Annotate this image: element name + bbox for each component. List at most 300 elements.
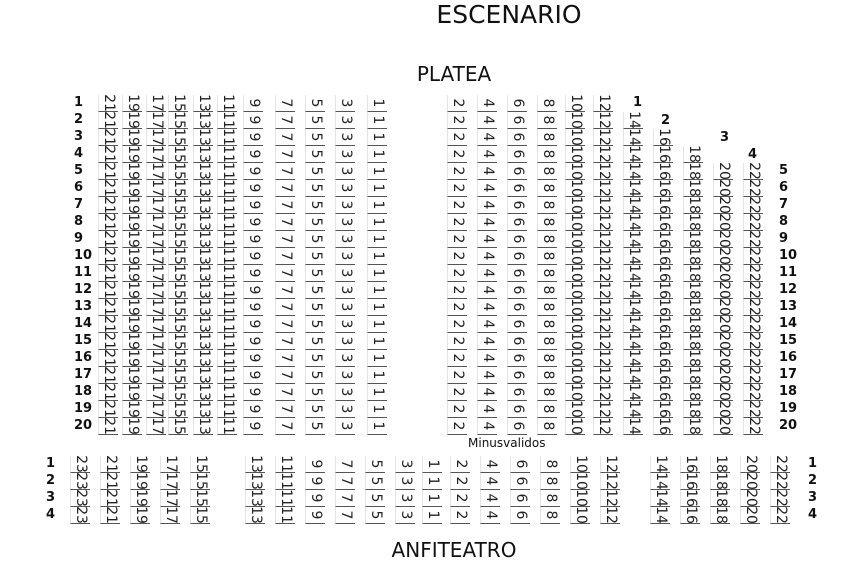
- seat[interactable]: [565, 265, 585, 282]
- seat[interactable]: [713, 401, 733, 418]
- seat[interactable]: [243, 316, 263, 333]
- seat[interactable]: [600, 507, 620, 524]
- seat[interactable]: [683, 282, 703, 299]
- seat[interactable]: [305, 112, 325, 129]
- seat[interactable]: [168, 248, 188, 265]
- seat[interactable]: [477, 367, 497, 384]
- seat[interactable]: [98, 231, 118, 248]
- seat[interactable]: [98, 333, 118, 350]
- seat[interactable]: [683, 146, 703, 163]
- seat[interactable]: [477, 282, 497, 299]
- seat[interactable]: [683, 197, 703, 214]
- seat[interactable]: [740, 473, 760, 490]
- seat[interactable]: [146, 231, 166, 248]
- seat[interactable]: [146, 95, 166, 112]
- seat[interactable]: [565, 367, 585, 384]
- seat[interactable]: [713, 248, 733, 265]
- seat[interactable]: [680, 507, 700, 524]
- seat[interactable]: [683, 401, 703, 418]
- seat[interactable]: [507, 282, 527, 299]
- seat[interactable]: [477, 401, 497, 418]
- seat[interactable]: [710, 507, 730, 524]
- seat[interactable]: [98, 129, 118, 146]
- seat[interactable]: [713, 163, 733, 180]
- seat[interactable]: [422, 456, 442, 473]
- seat[interactable]: [395, 473, 415, 490]
- seat[interactable]: [122, 418, 142, 435]
- seat[interactable]: [537, 401, 557, 418]
- seat[interactable]: [537, 129, 557, 146]
- seat[interactable]: [623, 316, 643, 333]
- seat[interactable]: [623, 367, 643, 384]
- seat[interactable]: [168, 282, 188, 299]
- seat[interactable]: [683, 333, 703, 350]
- seat[interactable]: [713, 265, 733, 282]
- seat[interactable]: [146, 180, 166, 197]
- seat[interactable]: [335, 316, 355, 333]
- seat[interactable]: [275, 384, 295, 401]
- seat[interactable]: [507, 163, 527, 180]
- seat[interactable]: [507, 401, 527, 418]
- seat[interactable]: [450, 490, 470, 507]
- seat[interactable]: [450, 473, 470, 490]
- seat[interactable]: [305, 367, 325, 384]
- seat[interactable]: [275, 214, 295, 231]
- seat[interactable]: [168, 95, 188, 112]
- seat[interactable]: [130, 490, 150, 507]
- seat[interactable]: [477, 299, 497, 316]
- seat[interactable]: [593, 265, 613, 282]
- seat[interactable]: [623, 129, 643, 146]
- seat[interactable]: [168, 367, 188, 384]
- seat[interactable]: [537, 316, 557, 333]
- seat[interactable]: [653, 333, 673, 350]
- seat[interactable]: [335, 401, 355, 418]
- seat[interactable]: [593, 163, 613, 180]
- seat[interactable]: [710, 456, 730, 473]
- seat[interactable]: [447, 299, 467, 316]
- seat[interactable]: [713, 367, 733, 384]
- seat[interactable]: [477, 333, 497, 350]
- seat[interactable]: [122, 384, 142, 401]
- seat[interactable]: [600, 473, 620, 490]
- seat[interactable]: [507, 95, 527, 112]
- seat[interactable]: [367, 299, 387, 316]
- seat[interactable]: [653, 350, 673, 367]
- seat[interactable]: [537, 384, 557, 401]
- seat[interactable]: [335, 265, 355, 282]
- seat[interactable]: [275, 350, 295, 367]
- seat[interactable]: [217, 163, 237, 180]
- seat[interactable]: [653, 265, 673, 282]
- seat[interactable]: [122, 333, 142, 350]
- seat[interactable]: [447, 265, 467, 282]
- seat[interactable]: [447, 95, 467, 112]
- seat[interactable]: [100, 456, 120, 473]
- seat[interactable]: [305, 231, 325, 248]
- seat[interactable]: [593, 418, 613, 435]
- seat[interactable]: [593, 95, 613, 112]
- seat[interactable]: [680, 473, 700, 490]
- seat[interactable]: [565, 197, 585, 214]
- seat[interactable]: [367, 316, 387, 333]
- seat[interactable]: [168, 146, 188, 163]
- seat[interactable]: [146, 384, 166, 401]
- seat[interactable]: [70, 490, 90, 507]
- seat[interactable]: [217, 401, 237, 418]
- seat[interactable]: [367, 248, 387, 265]
- seat[interactable]: [623, 163, 643, 180]
- seat[interactable]: [305, 456, 325, 473]
- seat[interactable]: [367, 95, 387, 112]
- seat[interactable]: [217, 197, 237, 214]
- seat[interactable]: [770, 507, 790, 524]
- seat[interactable]: [593, 214, 613, 231]
- seat[interactable]: [367, 112, 387, 129]
- seat[interactable]: [217, 333, 237, 350]
- seat[interactable]: [193, 197, 213, 214]
- seat[interactable]: [653, 299, 673, 316]
- seat[interactable]: [305, 490, 325, 507]
- seat[interactable]: [510, 490, 530, 507]
- seat[interactable]: [565, 248, 585, 265]
- seat[interactable]: [98, 350, 118, 367]
- seat[interactable]: [565, 299, 585, 316]
- seat[interactable]: [146, 299, 166, 316]
- seat[interactable]: [243, 146, 263, 163]
- seat[interactable]: [650, 456, 670, 473]
- seat[interactable]: [243, 418, 263, 435]
- seat[interactable]: [122, 350, 142, 367]
- seat[interactable]: [98, 214, 118, 231]
- seat[interactable]: [100, 507, 120, 524]
- seat[interactable]: [593, 299, 613, 316]
- seat[interactable]: [537, 248, 557, 265]
- seat[interactable]: [217, 316, 237, 333]
- seat[interactable]: [653, 146, 673, 163]
- seat[interactable]: [335, 367, 355, 384]
- seat[interactable]: [477, 350, 497, 367]
- seat[interactable]: [710, 490, 730, 507]
- seat[interactable]: [770, 456, 790, 473]
- seat[interactable]: [305, 350, 325, 367]
- seat[interactable]: [193, 299, 213, 316]
- seat[interactable]: [275, 265, 295, 282]
- seat[interactable]: [98, 265, 118, 282]
- seat[interactable]: [447, 180, 467, 197]
- seat[interactable]: [217, 180, 237, 197]
- seat[interactable]: [477, 163, 497, 180]
- seat[interactable]: [168, 401, 188, 418]
- seat[interactable]: [683, 265, 703, 282]
- seat[interactable]: [217, 112, 237, 129]
- seat[interactable]: [335, 299, 355, 316]
- seat[interactable]: [743, 197, 763, 214]
- seat[interactable]: [683, 163, 703, 180]
- seat[interactable]: [70, 507, 90, 524]
- seat[interactable]: [540, 473, 560, 490]
- seat[interactable]: [243, 180, 263, 197]
- seat[interactable]: [245, 507, 265, 524]
- seat[interactable]: [305, 282, 325, 299]
- seat[interactable]: [146, 197, 166, 214]
- seat[interactable]: [743, 248, 763, 265]
- seat[interactable]: [593, 112, 613, 129]
- seat[interactable]: [593, 401, 613, 418]
- seat[interactable]: [653, 384, 673, 401]
- seat[interactable]: [193, 282, 213, 299]
- seat[interactable]: [477, 197, 497, 214]
- seat[interactable]: [275, 197, 295, 214]
- seat[interactable]: [510, 456, 530, 473]
- seat[interactable]: [447, 214, 467, 231]
- seat[interactable]: [713, 299, 733, 316]
- seat[interactable]: [275, 473, 295, 490]
- seat[interactable]: [623, 333, 643, 350]
- seat[interactable]: [217, 95, 237, 112]
- seat[interactable]: [740, 490, 760, 507]
- seat[interactable]: [450, 456, 470, 473]
- seat[interactable]: [193, 95, 213, 112]
- seat[interactable]: [447, 163, 467, 180]
- seat[interactable]: [447, 129, 467, 146]
- seat[interactable]: [190, 507, 210, 524]
- seat[interactable]: [477, 95, 497, 112]
- seat[interactable]: [305, 214, 325, 231]
- seat[interactable]: [335, 163, 355, 180]
- seat[interactable]: [367, 214, 387, 231]
- seat[interactable]: [447, 384, 467, 401]
- seat[interactable]: [650, 490, 670, 507]
- seat[interactable]: [593, 350, 613, 367]
- seat[interactable]: [243, 112, 263, 129]
- seat[interactable]: [98, 401, 118, 418]
- seat[interactable]: [507, 333, 527, 350]
- seat[interactable]: [477, 248, 497, 265]
- seat[interactable]: [653, 214, 673, 231]
- seat[interactable]: [275, 316, 295, 333]
- seat[interactable]: [335, 418, 355, 435]
- seat[interactable]: [367, 401, 387, 418]
- seat[interactable]: [537, 350, 557, 367]
- seat[interactable]: [713, 316, 733, 333]
- seat[interactable]: [537, 265, 557, 282]
- seat[interactable]: [168, 180, 188, 197]
- seat[interactable]: [146, 248, 166, 265]
- seat[interactable]: [367, 129, 387, 146]
- seat[interactable]: [168, 197, 188, 214]
- seat[interactable]: [146, 214, 166, 231]
- seat[interactable]: [743, 367, 763, 384]
- seat[interactable]: [193, 129, 213, 146]
- seat[interactable]: [367, 418, 387, 435]
- seat[interactable]: [537, 333, 557, 350]
- seat[interactable]: [305, 384, 325, 401]
- seat[interactable]: [623, 248, 643, 265]
- seat[interactable]: [98, 299, 118, 316]
- seat[interactable]: [507, 248, 527, 265]
- seat[interactable]: [217, 265, 237, 282]
- seat[interactable]: [130, 473, 150, 490]
- seat[interactable]: [243, 333, 263, 350]
- seat[interactable]: [713, 384, 733, 401]
- seat[interactable]: [275, 333, 295, 350]
- seat[interactable]: [243, 163, 263, 180]
- seat[interactable]: [593, 231, 613, 248]
- seat[interactable]: [537, 197, 557, 214]
- seat[interactable]: [447, 112, 467, 129]
- seat[interactable]: [565, 316, 585, 333]
- seat[interactable]: [243, 231, 263, 248]
- seat[interactable]: [650, 507, 670, 524]
- seat[interactable]: [70, 473, 90, 490]
- seat[interactable]: [653, 282, 673, 299]
- seat[interactable]: [480, 473, 500, 490]
- seat[interactable]: [510, 507, 530, 524]
- seat[interactable]: [683, 350, 703, 367]
- seat[interactable]: [245, 490, 265, 507]
- seat[interactable]: [217, 129, 237, 146]
- seat[interactable]: [623, 282, 643, 299]
- seat[interactable]: [365, 507, 385, 524]
- seat[interactable]: [243, 265, 263, 282]
- seat[interactable]: [217, 384, 237, 401]
- seat[interactable]: [365, 473, 385, 490]
- seat[interactable]: [683, 231, 703, 248]
- seat[interactable]: [335, 333, 355, 350]
- seat[interactable]: [623, 112, 643, 129]
- seat[interactable]: [243, 367, 263, 384]
- seat[interactable]: [565, 180, 585, 197]
- seat[interactable]: [653, 180, 673, 197]
- seat[interactable]: [335, 197, 355, 214]
- seat[interactable]: [395, 507, 415, 524]
- seat[interactable]: [743, 265, 763, 282]
- seat[interactable]: [245, 456, 265, 473]
- seat[interactable]: [743, 282, 763, 299]
- seat[interactable]: [335, 282, 355, 299]
- seat[interactable]: [168, 333, 188, 350]
- seat[interactable]: [565, 214, 585, 231]
- seat[interactable]: [168, 316, 188, 333]
- seat[interactable]: [335, 384, 355, 401]
- seat[interactable]: [193, 401, 213, 418]
- seat[interactable]: [623, 197, 643, 214]
- seat[interactable]: [593, 316, 613, 333]
- seat[interactable]: [146, 418, 166, 435]
- seat[interactable]: [275, 163, 295, 180]
- seat[interactable]: [570, 490, 590, 507]
- seat[interactable]: [477, 265, 497, 282]
- seat[interactable]: [422, 490, 442, 507]
- seat[interactable]: [507, 367, 527, 384]
- seat[interactable]: [683, 299, 703, 316]
- seat[interactable]: [335, 456, 355, 473]
- seat[interactable]: [743, 401, 763, 418]
- seat[interactable]: [477, 112, 497, 129]
- seat[interactable]: [168, 231, 188, 248]
- seat[interactable]: [217, 418, 237, 435]
- seat[interactable]: [335, 95, 355, 112]
- seat[interactable]: [122, 401, 142, 418]
- seat[interactable]: [680, 490, 700, 507]
- seat[interactable]: [537, 231, 557, 248]
- seat[interactable]: [275, 418, 295, 435]
- seat[interactable]: [507, 231, 527, 248]
- seat[interactable]: [537, 146, 557, 163]
- seat[interactable]: [447, 418, 467, 435]
- seat[interactable]: [367, 384, 387, 401]
- seat[interactable]: [193, 214, 213, 231]
- seat[interactable]: [335, 507, 355, 524]
- seat[interactable]: [243, 214, 263, 231]
- seat[interactable]: [275, 146, 295, 163]
- seat[interactable]: [335, 231, 355, 248]
- seat[interactable]: [190, 490, 210, 507]
- seat[interactable]: [305, 95, 325, 112]
- seat[interactable]: [593, 146, 613, 163]
- seat[interactable]: [305, 316, 325, 333]
- seat[interactable]: [335, 350, 355, 367]
- seat[interactable]: [122, 197, 142, 214]
- seat[interactable]: [122, 95, 142, 112]
- seat[interactable]: [743, 231, 763, 248]
- seat[interactable]: [122, 367, 142, 384]
- seat[interactable]: [653, 248, 673, 265]
- seat[interactable]: [565, 333, 585, 350]
- seat[interactable]: [243, 248, 263, 265]
- seat[interactable]: [193, 316, 213, 333]
- seat[interactable]: [570, 456, 590, 473]
- seat[interactable]: [565, 95, 585, 112]
- seat[interactable]: [122, 112, 142, 129]
- seat[interactable]: [335, 248, 355, 265]
- seat[interactable]: [653, 418, 673, 435]
- seat[interactable]: [537, 163, 557, 180]
- seat[interactable]: [365, 490, 385, 507]
- seat[interactable]: [130, 507, 150, 524]
- seat[interactable]: [537, 180, 557, 197]
- seat[interactable]: [217, 146, 237, 163]
- seat[interactable]: [217, 299, 237, 316]
- seat[interactable]: [146, 163, 166, 180]
- seat[interactable]: [122, 248, 142, 265]
- seat[interactable]: [507, 112, 527, 129]
- seat[interactable]: [623, 146, 643, 163]
- seat[interactable]: [447, 316, 467, 333]
- seat[interactable]: [623, 265, 643, 282]
- seat[interactable]: [367, 333, 387, 350]
- seat[interactable]: [570, 473, 590, 490]
- seat[interactable]: [477, 129, 497, 146]
- seat[interactable]: [168, 418, 188, 435]
- seat[interactable]: [217, 350, 237, 367]
- seat[interactable]: [593, 180, 613, 197]
- seat[interactable]: [217, 248, 237, 265]
- seat[interactable]: [593, 197, 613, 214]
- seat[interactable]: [168, 112, 188, 129]
- seat[interactable]: [623, 418, 643, 435]
- seat[interactable]: [447, 367, 467, 384]
- seat[interactable]: [623, 401, 643, 418]
- seat[interactable]: [122, 299, 142, 316]
- seat[interactable]: [243, 95, 263, 112]
- seat[interactable]: [447, 333, 467, 350]
- seat[interactable]: [653, 163, 673, 180]
- seat[interactable]: [217, 367, 237, 384]
- seat[interactable]: [122, 282, 142, 299]
- seat[interactable]: [168, 163, 188, 180]
